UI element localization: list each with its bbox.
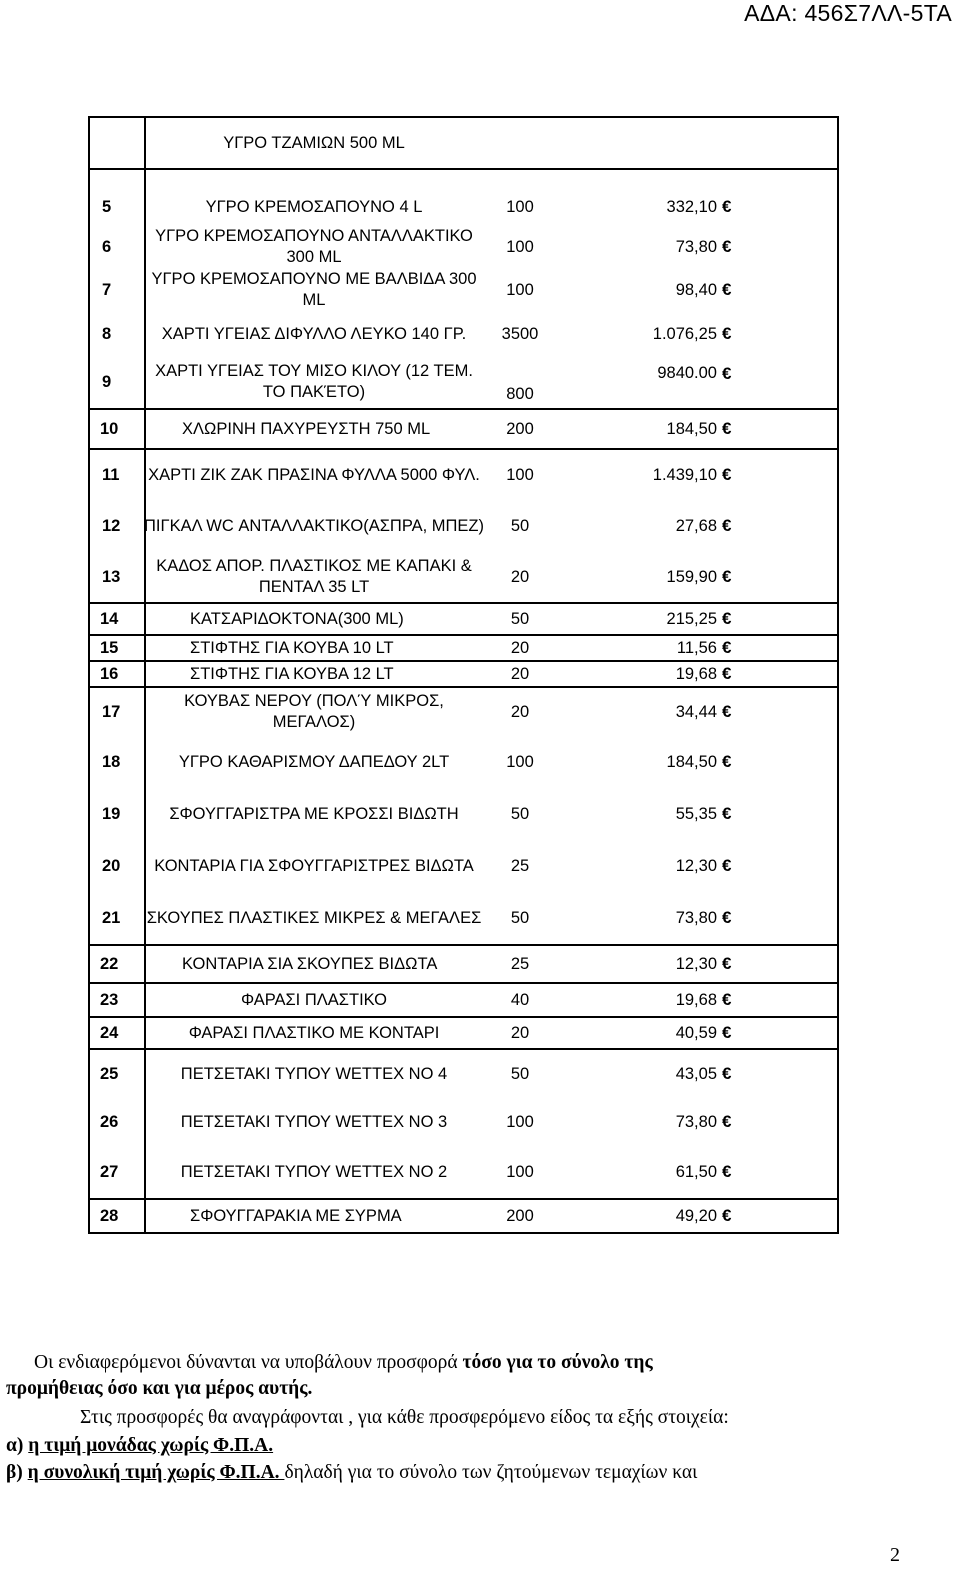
item-price: 9840.00 € [657, 364, 732, 383]
table-row [90, 226, 837, 268]
item-price: 40,59 € [675, 1023, 732, 1042]
table-row [90, 500, 837, 552]
item-description: ΧΑΡΤΙ ΥΓΕΙΑΣ ΤΟΥ ΜΙΣΟ ΚΙΛΟΥ (12 ΤΕΜ. ΤΟ ΠΑΚΈΤΟ) [155, 362, 473, 401]
paragraph-offer: Οι ενδιαφερόμενοι δύνανται να υποβάλουν προσφορά τόσο για το σύνολο της [34, 1352, 653, 1373]
item-description: ΣΦΟΥΓΓΑΡΑΚΙΑ ΜΕ ΣΥΡΜΑ [190, 1206, 402, 1225]
item-number: 21 [102, 908, 121, 927]
item-price: 73,80 € [675, 1112, 732, 1131]
item-number: 13 [102, 567, 121, 586]
item-number: 10 [100, 419, 119, 438]
table-row [90, 662, 837, 686]
table-row [90, 688, 837, 736]
item-price: 73,80 € [675, 908, 732, 927]
item-quantity: 20 [510, 664, 530, 683]
table-row [90, 1200, 837, 1232]
item-number: 17 [102, 702, 121, 721]
item-price: 27,68 € [675, 516, 732, 535]
table-row [90, 636, 837, 660]
table-row [90, 1146, 837, 1198]
item-quantity: 100 [506, 1112, 534, 1131]
item-number: 16 [100, 664, 119, 683]
item-description: ΚΟΝΤΑΡΙΑ ΓΙΑ ΣΦΟΥΓΓΑΡΙΣΤΡΕΣ ΒΙΔΩΤΑ [154, 856, 474, 875]
item-quantity: 50 [510, 609, 530, 628]
item-quantity: 100 [506, 1162, 534, 1181]
item-description: ΚΑΤΣΑΡΙΔΟΚΤΟΝΑ(300 ML) [190, 609, 404, 628]
item-description: ΚΑΔΟΣ ΑΠΟΡ. ΠΛΑΣΤΙΚΟΣ ΜΕ ΚΑΠΑΚΙ & ΠΕΝΤΑΛ 35 LT [156, 557, 472, 596]
item-description: ΦΑΡΑΣΙ ΠΛΑΣΤΙΚΟ ΜΕ ΚΟΝΤΑΡΙ [188, 1023, 440, 1042]
item-quantity: 200 [506, 1206, 534, 1225]
item-description: ΠΕΤΣΕΤΑΚΙ ΤΥΠΟΥ WETTEX NO 4 [180, 1064, 448, 1083]
item-description: ΥΓΡΟ ΤΖΑΜΙΩΝ 500 ML [223, 133, 405, 152]
item-price: 184,50 € [666, 419, 732, 438]
ada-code: ΑΔΑ: 456Σ7ΛΛ-5ΤΑ [744, 0, 952, 26]
paragraph-offer-cont: προμήθειας όσο και για μέρος αυτής. [6, 1378, 313, 1399]
item-number: 12 [102, 516, 121, 535]
item-price: 12,30 € [675, 856, 732, 875]
item-quantity: 200 [506, 419, 534, 438]
item-quantity: 100 [506, 752, 534, 771]
item-price: 215,25 € [666, 609, 732, 628]
item-description: ΥΓΡΟ ΚΑΘΑΡΙΣΜΟΥ ΔΑΠΕΔΟΥ 2LT [178, 752, 450, 771]
item-number: 28 [100, 1206, 119, 1225]
table-row [90, 312, 837, 356]
table-row [90, 840, 837, 892]
item-number: 19 [102, 804, 121, 823]
table-row [90, 1018, 837, 1048]
item-price: 332,10 € [666, 197, 732, 216]
item-description: ΣΦΟΥΓΓΑΡΙΣΤΡΑ ΜΕ ΚΡΟΣΣΙ ΒΙΔΩΤΗ [169, 804, 459, 823]
item-quantity: 20 [510, 702, 530, 721]
item-price: 12,30 € [675, 954, 732, 973]
item-description: ΠΕΤΣΕΤΑΚΙ ΤΥΠΟΥ WETTEX NO 3 [180, 1112, 448, 1131]
item-quantity: 100 [506, 197, 534, 216]
list-item-a: α) η τιμή μονάδας χωρίς Φ.Π.Α. [6, 1435, 274, 1456]
page-number: 2 [890, 1544, 900, 1566]
table-row [90, 1050, 837, 1098]
item-description: ΧΑΡΤΙ ΖΙΚ ΖΑΚ ΠΡΑΣΙΝΑ ΦΥΛΛΑ 5000 ΦΥΛ. [148, 465, 480, 484]
item-description: ΧΛΩΡΙΝΗ ΠΑΧΥΡΕΥΣΤΗ 750 ML [182, 419, 431, 438]
table-row [90, 268, 837, 312]
item-quantity: 50 [510, 804, 530, 823]
item-number: 18 [102, 752, 121, 771]
table-row [90, 1098, 837, 1146]
item-number: 6 [102, 237, 112, 256]
item-number: 20 [102, 856, 121, 875]
item-number: 26 [100, 1112, 119, 1131]
item-description: ΥΓΡΟ ΚΡΕΜΟΣΑΠΟΥΝΟ ΑΝΤΑΛΛΑΚΤΙΚΟ 300 ML [155, 227, 473, 266]
item-price: 11,56 € [676, 638, 732, 657]
item-price: 159,90 € [666, 567, 732, 586]
item-price: 1.076,25 € [652, 324, 732, 343]
item-number: 7 [102, 280, 112, 299]
item-quantity: 3500 [501, 324, 539, 343]
item-description: ΣΤΙΦΤΗΣ ΓΙΑ ΚΟΥΒΑ 12 LT [190, 664, 394, 683]
item-number: 23 [100, 990, 119, 1009]
item-price: 19,68 € [675, 664, 732, 683]
item-description: ΥΓΡΟ ΚΡΕΜΟΣΑΠΟΥΝΟ 4 L [205, 197, 423, 216]
item-price: 184,50 € [666, 752, 732, 771]
item-number: 24 [100, 1023, 119, 1042]
item-number: 22 [100, 954, 119, 973]
table-row [90, 736, 837, 788]
item-number: 25 [100, 1064, 119, 1083]
item-quantity: 100 [506, 280, 534, 299]
item-quantity: 20 [510, 1023, 530, 1042]
item-number: 5 [102, 197, 112, 216]
item-price: 73,80 € [675, 237, 732, 256]
item-quantity: 50 [510, 908, 530, 927]
item-description: ΣΤΙΦΤΗΣ ΓΙΑ ΚΟΥΒΑ 10 LT [190, 638, 394, 657]
item-number: 27 [100, 1162, 119, 1181]
table-row [90, 984, 837, 1016]
table-row [90, 892, 837, 944]
item-price: 98,40 € [675, 280, 732, 299]
table-row [90, 552, 837, 602]
item-price: 61,50 € [675, 1162, 732, 1181]
item-description: ΚΟΥΒΑΣ ΝΕΡΟΥ (ΠΟΛΎ ΜΙΚΡΟΣ, ΜΕΓΑΛΟΣ) [184, 692, 444, 731]
item-quantity: 25 [510, 856, 530, 875]
item-quantity: 40 [510, 990, 530, 1009]
item-price: 49,20 € [675, 1206, 732, 1225]
item-number: 15 [100, 638, 119, 657]
table-row [90, 450, 837, 500]
item-description: ΦΑΡΑΣΙ ΠΛΑΣΤΙΚΟ [241, 990, 387, 1009]
item-quantity: 20 [510, 567, 530, 586]
table-row [90, 118, 837, 168]
item-price: 34,44 € [675, 702, 732, 721]
item-description: ΧΑΡΤΙ ΥΓΕΙΑΣ ΔΙΦΥΛΛΟ ΛΕΥΚΟ 140 ΓΡ. [161, 324, 467, 343]
item-price: 19,68 € [675, 990, 732, 1009]
item-number: 11 [102, 465, 120, 484]
list-item-b: β) η συνολική τιμή χωρίς Φ.Π.Α. δηλαδή για το σύνολο των ζητούμενων τεμαχίων και [6, 1462, 698, 1483]
item-price: 1.439,10 € [652, 465, 732, 484]
item-description: ΠΕΤΣΕΤΑΚΙ ΤΥΠΟΥ WETTEX NO 2 [180, 1162, 448, 1181]
item-price: 43,05 € [675, 1064, 732, 1083]
item-quantity: 100 [506, 465, 534, 484]
table-row [90, 410, 837, 448]
item-price: 55,35 € [675, 804, 732, 823]
item-description: ΣΚΟΥΠΕΣ ΠΛΑΣΤΙΚΕΣ ΜΙΚΡΕΣ & ΜΕΓΑΛΕΣ [146, 908, 482, 927]
item-quantity: 25 [510, 954, 530, 973]
items-table [88, 116, 839, 1234]
table-row [90, 188, 837, 226]
item-number: 8 [102, 324, 112, 343]
item-description: ΥΓΡΟ ΚΡΕΜΟΣΑΠΟΥΝΟ ΜΕ ΒΑΛΒΙΔΑ 300 ML [151, 270, 477, 309]
table-row [90, 604, 837, 634]
table-row [90, 946, 837, 982]
item-quantity: 50 [510, 516, 530, 535]
item-quantity: 800 [506, 385, 534, 403]
item-quantity: 20 [510, 638, 530, 657]
item-description: ΠΙΓΚΑΛ WC ΑΝΤΑΛΛΑΚΤΙΚΟ(ΑΣΠΡΑ, ΜΠΕΖ) [144, 516, 485, 535]
item-number: 14 [100, 609, 119, 628]
item-quantity: 100 [506, 237, 534, 256]
item-number: 9 [102, 372, 112, 391]
paragraph-items: Στις προσφορές θα αναγράφονται , για κάθε προσφερόμενο είδος τα εξής στοιχεία: [80, 1407, 729, 1428]
table-row [90, 356, 837, 408]
item-quantity: 50 [510, 1064, 530, 1083]
table-row [90, 788, 837, 840]
item-description: ΚΟΝΤΑΡΙΑ ΣΙΑ ΣΚΟΥΠΕΣ ΒΙΔΩΤΑ [182, 954, 438, 973]
